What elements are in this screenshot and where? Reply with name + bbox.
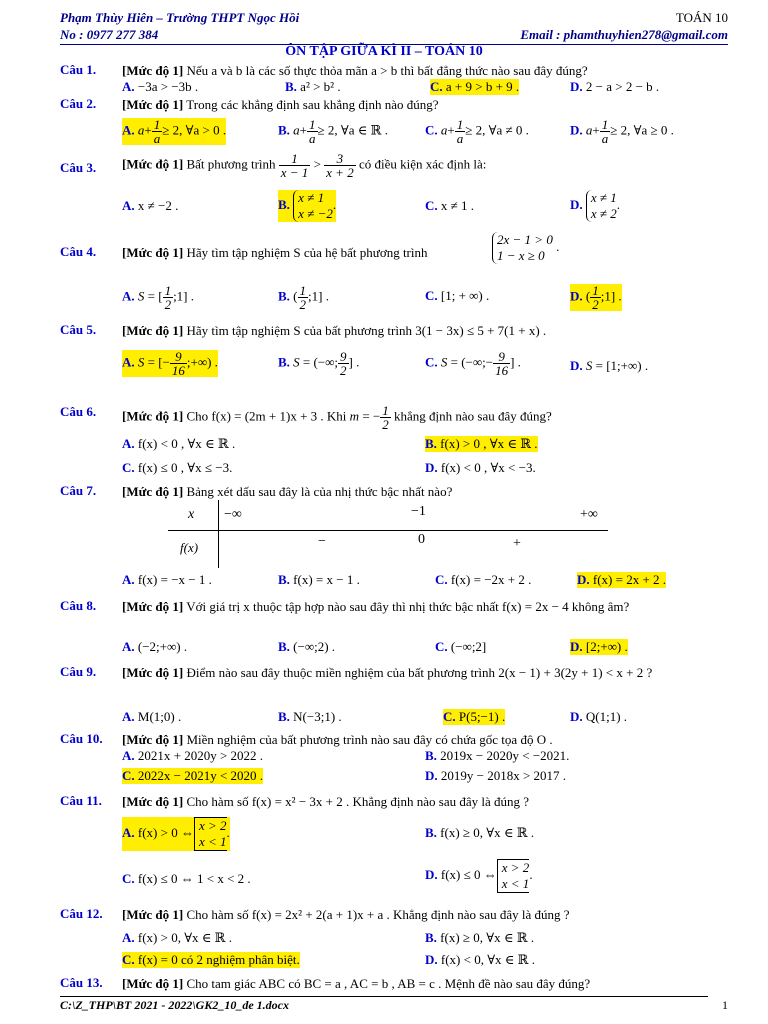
option-text: f(x) = x − 1 . [293, 572, 360, 587]
option-d[interactable]: D. x ≠ 1 x ≠ 2. [570, 190, 621, 221]
option-d[interactable]: D. 2 − a > 2 − b . [570, 79, 660, 94]
option-text: ≥ 2, ∀a ∈ ℝ . [317, 122, 388, 138]
question-stem: Miền nghiệm của bất phương trình nào sau đây có chứa gốc tọa độ O . [186, 732, 553, 747]
table-neg-inf: −∞ [224, 507, 242, 522]
question-13 [60, 975, 730, 993]
header-contact-line [60, 27, 728, 45]
option-c[interactable]: C. P(5;−1) . [443, 709, 506, 724]
option-a[interactable]: A. f(x) > 0, ∀x ∈ ℝ . [122, 930, 232, 945]
option-text: f(x) < 0 , ∀x ∈ ℝ . [137, 436, 236, 451]
question-number: Câu 10. [60, 731, 103, 746]
option-b[interactable]: B. N(−3;1) . [278, 709, 342, 724]
level-tag: [Mức độ 1] [122, 665, 184, 680]
option-a[interactable]: A. f(x) < 0 , ∀x ∈ ℝ . [122, 436, 236, 451]
question-10 [60, 731, 730, 789]
table-vertical-line [218, 500, 219, 568]
option-d[interactable]: D. 2019y − 2018x > 2017 . [425, 768, 567, 783]
option-a[interactable]: A. −3a > −3b . [122, 79, 199, 94]
option-text: ≥ 2, ∀a ≠ 0 . [465, 122, 529, 138]
option-text: (−∞;2) . [293, 639, 336, 654]
option-a[interactable]: A. f(x) > 0 ⇔ x > 2 x < 1. [122, 818, 230, 849]
question-stem: Hãy tìm tập nghiệm S của hệ bất phương trình [186, 245, 428, 260]
page-number: 1 [722, 998, 728, 1012]
option-b[interactable]: B. 2019x − 2020y < −2021. [425, 748, 570, 763]
question-number: Câu 9. [60, 664, 97, 679]
level-tag: [Mức độ 1] [122, 408, 184, 424]
question-number: Câu 8. [60, 598, 97, 613]
option-text: Q(1;1) . [585, 709, 628, 724]
option-text: M(1;0) . [137, 709, 182, 724]
option-b[interactable]: B. x ≠ 1 x ≠ −2. [278, 190, 337, 221]
level-tag: [Mức độ 1] [122, 732, 184, 747]
option-b[interactable]: B. ( $\frac{1}{2}$ ;1] . [278, 283, 329, 312]
question-text [122, 62, 730, 79]
option-text: f(x) < 0 , ∀x < −3. [440, 460, 536, 475]
option-d[interactable]: D. f(x) ≤ 0 ⇔ x > 2 x < 1. [425, 860, 533, 891]
table-pos-inf: +∞ [580, 507, 598, 522]
question-4 [60, 232, 730, 312]
option-b[interactable]: B. f(x) ≥ 0, ∀x ∈ ℝ . [425, 825, 535, 840]
page-footer [60, 996, 728, 1013]
question-11 [60, 793, 730, 897]
question-number: Câu 6. [60, 404, 97, 419]
option-d[interactable]: D. a+ $\frac{1}{a}$ ≥ 2, ∀a ≥ 0 . [570, 117, 674, 146]
table-zero: 0 [418, 532, 425, 547]
option-a[interactable]: A. a+ $\frac{1}{a}$ ≥ 2, ∀a > 0 . [122, 117, 227, 146]
option-text: a² > b² . [300, 79, 341, 94]
question-stem-tail: có điều kiện xác định là: [358, 156, 487, 172]
question-number: Câu 4. [60, 244, 97, 259]
level-tag: [Mức độ 1] [122, 323, 184, 338]
option-c[interactable]: C. S = (−∞;− $\frac{9}{16}$ ] . [425, 349, 521, 378]
question-text: [Mức độ 1] Cho f(x) = (2m + 1)x + 3 . Khi m = − $\frac{1}{2}$ khẳng định nào sau đây đúng? [122, 403, 552, 432]
option-c[interactable]: C. f(x) ≤ 0 , ∀x ≤ −3. [122, 460, 233, 475]
question-stem: Điểm nào sau đây thuộc miền nghiệm của bất phương trình 2(x − 1) + 3(2y + 1) < x + 2 ? [186, 665, 653, 680]
option-d[interactable]: D. f(x) < 0, ∀x ∈ ℝ . [425, 952, 535, 967]
option-c[interactable]: C. a+ $\frac{1}{a}$ ≥ 2, ∀a ≠ 0 . [425, 117, 529, 146]
option-text: f(x) > 0 , ∀x ∈ ℝ . [440, 436, 538, 451]
header-author-line [60, 10, 728, 26]
question-stem: Cho f(x) = (2m + 1)x + 3 . Khi [186, 408, 347, 424]
file-path: C:\Z_THP\BT 2021 - 2022\GK2_10_de 1.docx [60, 998, 289, 1012]
option-c[interactable]: C. f(x) = 0 có 2 nghiệm phân biệt. [122, 952, 300, 967]
option-text: x ≠ 1 [298, 190, 325, 205]
option-b[interactable]: B. f(x) ≥ 0, ∀x ∈ ℝ . [425, 930, 535, 945]
question-9 [60, 664, 730, 726]
question-stem-tail: khẳng định nào sau đây đúng? [393, 408, 552, 424]
option-text: f(x) = 2x + 2 . [592, 572, 667, 587]
question-text [122, 483, 730, 500]
level-tag: [Mức độ 1] [122, 976, 184, 991]
level-tag: [Mức độ 1] [122, 97, 184, 112]
option-text: x ≠ 1 . [440, 198, 475, 213]
option-a[interactable]: A. M(1;0) . [122, 709, 182, 724]
table-sign-plus: + [513, 536, 521, 551]
table-horizontal-line [168, 530, 608, 531]
option-a[interactable]: A. S = [ $\frac{1}{2}$ ;1] . [122, 283, 195, 312]
question-text [122, 906, 730, 923]
table-fx-label: f(x) [180, 540, 199, 555]
question-stem: Bảng xét dấu sau đây là của nhị thức bậc nhất nào? [186, 484, 453, 499]
header-phone: No : 0977 277 384 [60, 27, 159, 42]
level-tag: [Mức độ 1] [122, 794, 184, 809]
question-stem: Trong các khẳng định sau khẳng định nào đúng? [186, 97, 439, 112]
option-text: ≥ 2, ∀a > 0 . [162, 122, 227, 138]
option-d[interactable]: D. Q(1;1) . [570, 709, 628, 724]
option-text: f(x) > 0, ∀x ∈ ℝ . [137, 930, 232, 945]
option-c[interactable]: C. a + 9 > b + 9 . [430, 79, 520, 94]
question-number: Câu 5. [60, 322, 97, 337]
option-b[interactable]: B. a² > b² . [285, 79, 341, 94]
question-number: Câu 3. [60, 160, 97, 175]
question-6 [60, 400, 730, 482]
level-tag: [Mức độ 1] [122, 599, 184, 614]
header-email: Email : phamthuyhien278@gmail.com [520, 27, 728, 42]
option-b[interactable]: B. S = (−∞; $\frac{9}{2}$ ] . [278, 349, 360, 378]
level-tag: [Mức độ 1] [122, 484, 184, 499]
question-stem: Bất phương trình [186, 156, 276, 172]
option-text: f(x) < 0, ∀x ∈ ℝ . [440, 952, 535, 967]
option-a[interactable]: A. x ≠ −2 . [122, 198, 179, 213]
question-number: Câu 12. [60, 906, 103, 921]
question-stem: Cho hàm số f(x) = 2x² + 2(a + 1)x + a . Khẳng định nào sau đây là đúng ? [186, 907, 570, 922]
option-text: x ≠ 1 [590, 190, 617, 205]
option-text: f(x) ≥ 0, ∀x ∈ ℝ . [440, 930, 535, 945]
level-tag: [Mức độ 1] [122, 907, 184, 922]
option-a[interactable]: A. 2021x + 2020y > 2022 . [122, 748, 264, 763]
question-number: Câu 2. [60, 96, 97, 111]
option-text: N(−3;1) . [293, 709, 342, 724]
question-text [122, 793, 730, 810]
question-text [122, 96, 730, 113]
question-text [122, 731, 730, 748]
question-1 [60, 62, 730, 96]
option-b[interactable]: B. f(x) > 0 , ∀x ∈ ℝ . [425, 436, 538, 451]
question-stem: Hãy tìm tập nghiệm S của bất phương trình 3(1 − 3x) ≤ 5 + 7(1 + x) . [186, 323, 547, 338]
option-text: f(x) ≤ 0 , ∀x ≤ −3. [137, 460, 233, 475]
question-5 [60, 322, 730, 392]
option-text: P(5;−1) . [458, 709, 506, 724]
option-text: [2;+∞) . [585, 639, 628, 654]
question-stem: Nếu a và b là các số thực thỏa mãn a > b thì bất đẳng thức nào sau đây đúng? [186, 63, 588, 78]
option-text: a + 9 > b + 9 . [445, 79, 520, 94]
option-a[interactable]: A. (−2;+∞) . [122, 639, 188, 654]
option-d[interactable]: D. S = [1;+∞) . [570, 358, 649, 373]
option-text: f(x) ≥ 0, ∀x ∈ ℝ . [440, 825, 535, 840]
option-text: 2019x − 2020y < −2021. [440, 748, 570, 763]
question-stem: Cho hàm số f(x) = x² − 3x + 2 . Khẳng định nào sau đây là đúng ? [186, 794, 530, 809]
question-8 [60, 598, 730, 660]
question-12 [60, 906, 730, 968]
question-3 [60, 152, 730, 230]
question-number: Câu 13. [60, 975, 103, 990]
option-c[interactable]: C. 2022x − 2021y < 2020 . [122, 768, 264, 783]
question-2 [60, 96, 730, 150]
question-text [122, 322, 730, 339]
option-text: f(x) ≤ 0 ⇔ [440, 866, 497, 882]
question-text [122, 598, 730, 615]
question-text [122, 244, 730, 261]
option-c[interactable]: C. [1; + ∞) . [425, 288, 490, 303]
level-tag: [Mức độ 1] [122, 63, 184, 78]
option-text: 2019y − 2018x > 2017 . [440, 768, 567, 783]
level-tag: [Mức độ 1] [122, 245, 184, 260]
question-stem: Cho tam giác ABC có BC = a , AC = b , AB = c . Mệnh đề nào sau đây đúng? [186, 976, 591, 991]
option-d[interactable]: D. f(x) = 2x + 2 . [577, 572, 667, 587]
option-a[interactable]: A. f(x) = −x − 1 . [122, 572, 212, 587]
question-number: Câu 11. [60, 793, 102, 808]
page-title: ÔN TẬP GIỮA KÌ II – TOÁN 10 [285, 44, 483, 59]
table-x-label: x [188, 507, 195, 522]
header-subject: TOÁN 10 [675, 10, 728, 25]
question-text [122, 664, 730, 681]
option-text: 2021x + 2020y > 2022 . [137, 748, 264, 763]
option-c[interactable]: C. f(x) = −2x + 2 . [435, 572, 532, 587]
option-d[interactable]: D. ( $\frac{1}{2}$ ;1] . [570, 283, 622, 312]
option-a[interactable]: A. S = [− $\frac{9}{16}$ ;+∞) . [122, 349, 218, 378]
option-c[interactable]: C. x ≠ 1 . [425, 198, 475, 213]
option-text: ≥ 2, ∀a ≥ 0 . [610, 122, 674, 138]
option-text: x ≠ −2 . [137, 198, 179, 213]
option-text: 2022x − 2021y < 2020 . [137, 768, 264, 783]
question-number: Câu 7. [60, 483, 97, 498]
header-author: Phạm Thùy Hiên – Trường THPT Ngọc Hồi [60, 10, 300, 25]
option-d[interactable]: D. [2;+∞) . [570, 639, 628, 654]
option-text: 2 − a > 2 − b . [585, 79, 660, 94]
table-sign-minus: − [318, 534, 326, 549]
option-d[interactable]: D. f(x) < 0 , ∀x < −3. [425, 460, 536, 475]
option-c[interactable]: C. f(x) ≤ 0 ⇔ 1 < x < 2 . [122, 871, 251, 886]
question-stem: Với giá trị x thuộc tập hợp nào sau đây thì nhị thức bậc nhất f(x) = 2x − 4 không âm? [186, 599, 630, 614]
question-text: [Mức độ 1] Bất phương trình $\frac{1}{x - 1}$ > $\frac{3}{x + 2}$ có điều kiện xác định là: [122, 151, 487, 180]
question-text [122, 975, 730, 992]
system-of-inequalities: 2x − 1 > 0 1 − x ≥ 0 . [492, 232, 559, 264]
option-text: (−∞;2] [450, 639, 487, 654]
option-b[interactable]: B. (−∞;2) . [278, 639, 336, 654]
option-b[interactable]: B. f(x) = x − 1 . [278, 572, 360, 587]
option-text: −3a > −3b . [137, 79, 199, 94]
option-text: f(x) > 0 ⇔ [137, 824, 194, 840]
option-text: f(x) ≤ 0 ⇔ 1 < x < 2 . [137, 871, 251, 886]
option-text: f(x) = 0 có 2 nghiệm phân biệt. [137, 952, 300, 967]
sign-table [168, 500, 608, 568]
option-text: (−2;+∞) . [137, 639, 188, 654]
question-number: Câu 1. [60, 62, 97, 77]
option-b[interactable]: B. a+ $\frac{1}{a}$ ≥ 2, ∀a ∈ ℝ . [278, 117, 388, 146]
table-root: −1 [411, 504, 426, 519]
option-text: f(x) = −x − 1 . [137, 572, 212, 587]
option-text: f(x) = −2x + 2 . [450, 572, 532, 587]
level-tag: [Mức độ 1] [122, 156, 184, 172]
option-c[interactable]: C. (−∞;2] [435, 639, 487, 654]
